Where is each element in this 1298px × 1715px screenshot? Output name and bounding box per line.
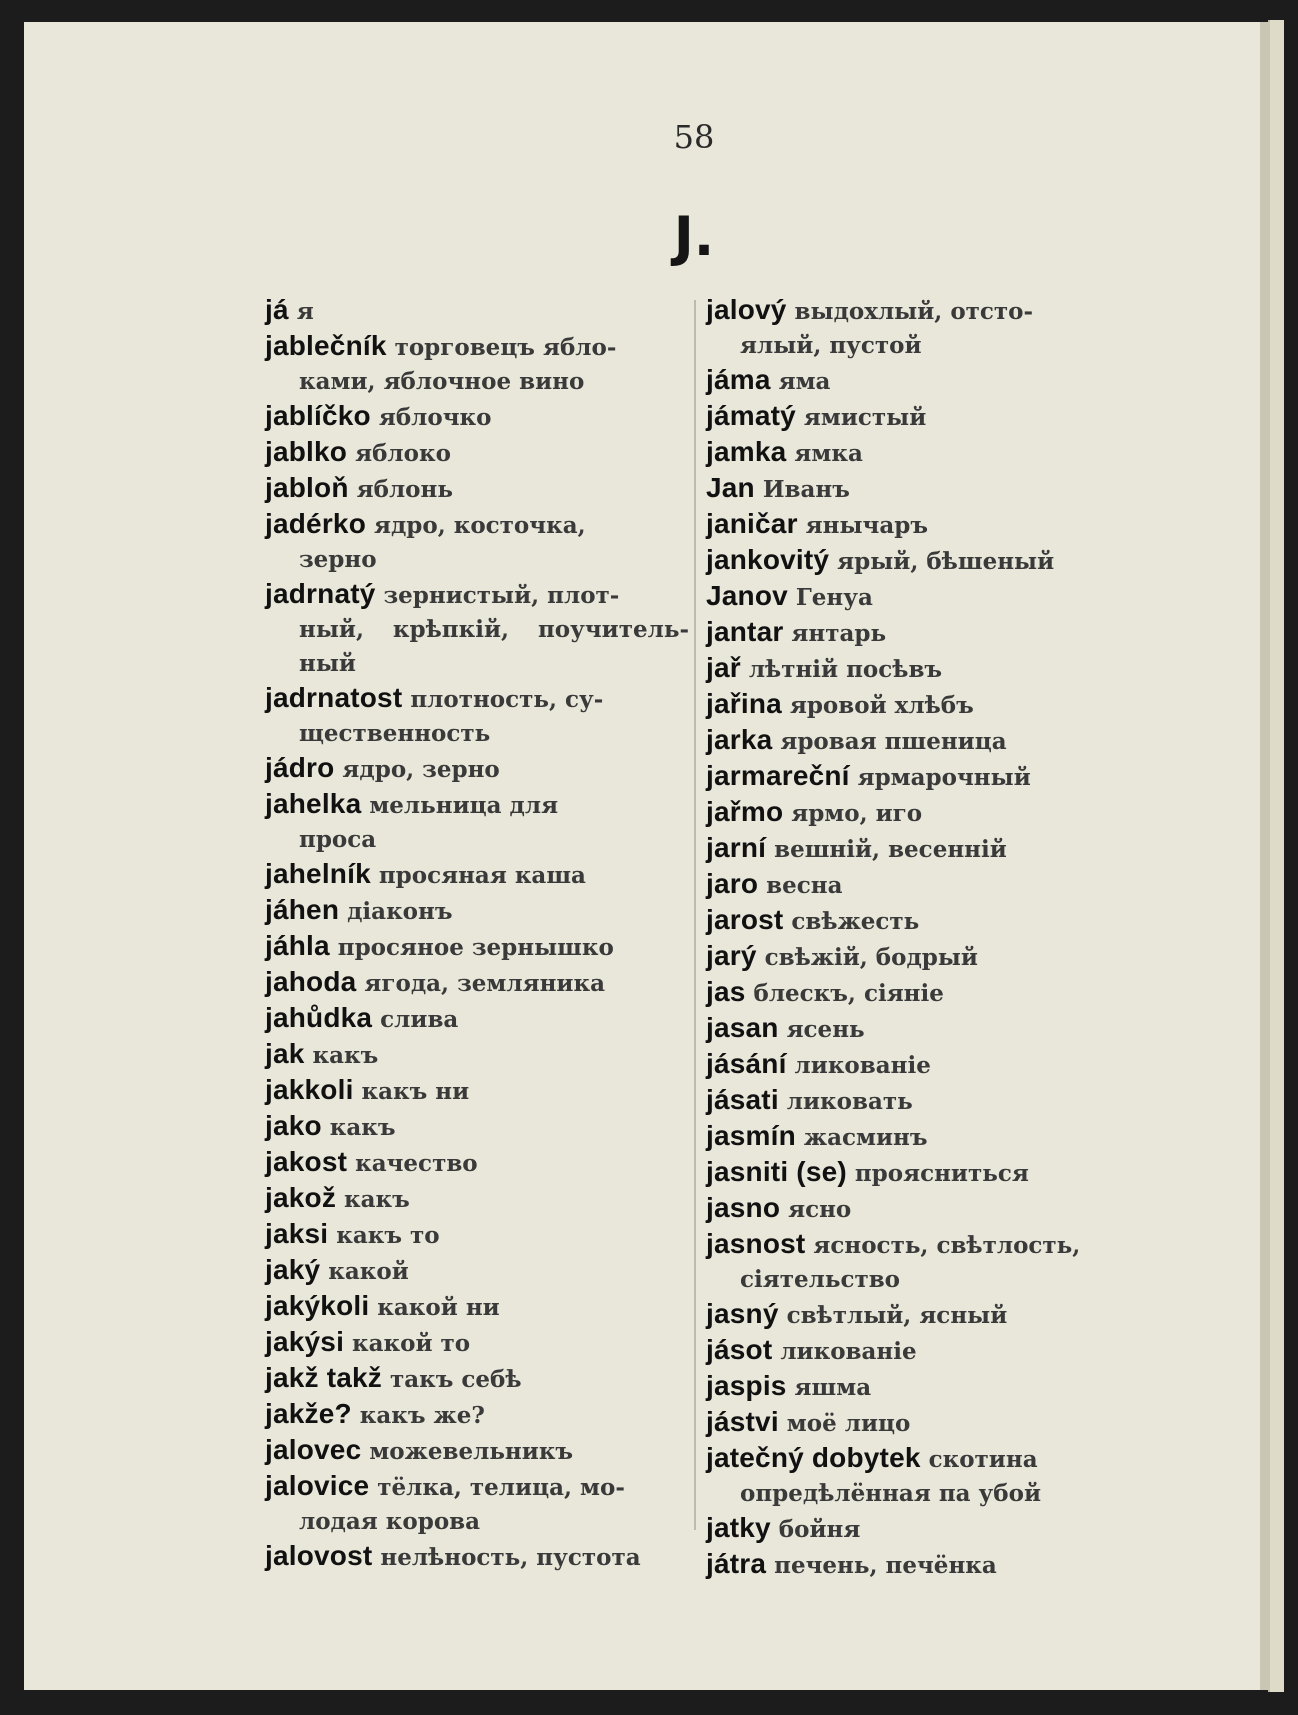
entry-translation: я [296,298,314,325]
dictionary-entry [706,1369,1126,1405]
entry-headword: jáhen [265,894,340,925]
entry-translation: моё лицо [786,1410,911,1437]
entry-headword: jaro [706,868,759,899]
entry-headword: jař [706,652,741,683]
entry-translation: свѣжесть [791,908,920,935]
entry-translation-continued: опредѣлённая па убой [740,1480,1042,1507]
entry-headword: jak [265,1038,305,1069]
entry-translation: просяное зернышко [337,934,614,961]
dictionary-entry [706,507,1126,543]
dictionary-entry [706,1405,1126,1441]
entry-translation: ямка [794,440,863,467]
dictionary-entry [706,1297,1126,1333]
entry-headword: jakýkoli [265,1290,370,1321]
dictionary-entry [706,1119,1126,1155]
entry-translation: ямистый [803,404,927,431]
entry-headword: jařmo [706,796,784,827]
entry-headword: jaký [265,1254,321,1285]
entry-translation: ярмо, иго [791,800,923,827]
dictionary-entry [706,795,1126,831]
entry-translation: ядро, косточка, [373,512,586,539]
dictionary-entry [706,1333,1126,1369]
entry-headword: jásání [706,1048,787,1079]
entry-translation-continued: щественность [299,720,491,747]
entry-translation: ярмарочный [857,764,1031,791]
dictionary-entry [706,1047,1126,1083]
dictionary-entry [265,857,689,893]
entry-translation: жасминъ [803,1124,928,1151]
entry-translation-continued: ялый, пустой [740,332,922,359]
right-column [706,293,1126,1583]
entry-headword: jasmín [706,1120,796,1151]
entry-headword: jástvi [706,1406,779,1437]
entry-headword: jas [706,976,746,1007]
entry-headword: jablko [265,436,348,467]
entry-headword: jasnost [706,1228,806,1259]
dictionary-entry [706,831,1126,867]
entry-headword: Jan [706,472,755,503]
entry-headword: jakož [265,1182,337,1213]
dictionary-entry [265,399,689,435]
entry-headword: jarní [706,832,767,863]
dictionary-entry [706,399,1126,435]
entry-headword: jakýsi [265,1326,345,1357]
entry-translation: нелѣность, пустота [380,1544,641,1571]
entry-translation: качество [355,1150,478,1177]
entry-translation-continued: ками, яблочное вино [299,368,585,395]
dictionary-entry [265,577,689,681]
entry-headword: jasan [706,1012,779,1043]
entry-headword: jahoda [265,966,357,997]
dictionary-entry [706,975,1126,1011]
dictionary-entry [265,681,689,751]
entry-translation: ядро, зерно [342,756,500,783]
entry-translation: какъ [343,1186,410,1213]
entry-translation: какой ни [377,1294,500,1321]
dictionary-entry [265,471,689,507]
dictionary-entry [265,1001,689,1037]
entry-headword: jásati [706,1084,779,1115]
entry-translation: ясно [788,1196,852,1223]
dictionary-entry [265,1433,689,1469]
entry-translation: слива [380,1006,459,1033]
entry-translation-continued: сіятельство [740,1266,901,1293]
entry-headword: jadrnatost [265,682,403,713]
entry-translation: мельница для [369,792,559,819]
entry-translation: какъ [312,1042,379,1069]
entry-translation: какой [328,1258,409,1285]
page-number: 58 [673,118,715,156]
entry-translation: бойня [778,1516,861,1543]
entry-translation: проясниться [854,1160,1029,1187]
entry-translation: яблоко [355,440,451,467]
entry-headword: jalový [706,294,787,325]
entry-translation: яблочко [378,404,492,431]
left-column [265,293,689,1575]
entry-translation-continued: ный, крѣпкій, поучитель-ный [299,616,689,677]
entry-headword: janičar [706,508,798,539]
entry-headword: jaspis [706,1370,787,1401]
entry-headword: jatky [706,1512,771,1543]
dictionary-entry [706,867,1126,903]
entry-translation: Иванъ [762,476,850,503]
entry-translation: такъ себѣ [389,1366,522,1393]
entry-translation: скотина [928,1446,1038,1473]
entry-headword: jahůdka [265,1002,373,1033]
dictionary-entry [706,759,1126,795]
entry-headword: játra [706,1548,767,1579]
dictionary-entry [265,787,689,857]
entry-headword: jádro [265,752,335,783]
entry-headword: jarmareční [706,760,850,791]
entry-headword: jáhla [265,930,330,961]
dictionary-entry [265,1109,689,1145]
dictionary-entry [265,1181,689,1217]
letter-heading: J. [673,205,715,268]
entry-translation: ликованіе [794,1052,931,1079]
dictionary-entry [706,1155,1126,1191]
entry-translation: ягода, земляника [364,970,605,997]
dictionary-entry [706,363,1126,399]
dictionary-entry [706,1011,1126,1047]
entry-translation: ясень [786,1016,865,1043]
dictionary-entry [265,929,689,965]
entry-headword: jadrnatý [265,578,376,609]
entry-translation: какъ то [336,1222,440,1249]
dictionary-entry [706,579,1126,615]
entry-translation: блескъ, сіяніе [753,980,944,1007]
entry-headword: jařina [706,688,782,719]
dictionary-entry [265,1145,689,1181]
entry-translation-continued: проса [299,826,377,853]
entry-translation: свѣжій, бодрый [764,944,978,971]
entry-translation: можевельникъ [369,1438,574,1465]
dictionary-entry [265,1037,689,1073]
entry-headword: jatečný dobytek [706,1442,921,1473]
dictionary-entry [706,615,1126,651]
dictionary-entry [706,939,1126,975]
entry-translation: свѣтлый, ясный [786,1302,1008,1329]
entry-translation: яровой хлѣбъ [789,692,974,719]
entry-translation: ликовать [786,1088,913,1115]
entry-headword: jalovost [265,1540,373,1571]
dictionary-entry [706,903,1126,939]
entry-translation: ярый, бѣшеный [837,548,1055,575]
dictionary-entry [265,329,689,399]
dictionary-entry [265,1289,689,1325]
dictionary-entry [706,435,1126,471]
entry-headword: Janov [706,580,788,611]
entry-translation: янтарь [791,620,887,647]
entry-translation: зернистый, плот- [383,582,620,609]
entry-headword: jamka [706,436,787,467]
dictionary-entry [265,751,689,787]
entry-headword: jalovice [265,1470,370,1501]
entry-translation-continued: зерно [299,546,377,573]
entry-translation: яшма [794,1374,872,1401]
entry-headword: jablíčko [265,400,371,431]
dictionary-entry [706,1191,1126,1227]
entry-translation: яровая пшеница [780,728,1007,755]
entry-headword: jarý [706,940,757,971]
dictionary-entry [706,723,1126,759]
dictionary-entry [265,1073,689,1109]
entry-translation: печень, печёнка [774,1552,997,1579]
entry-headword: jalovec [265,1434,362,1465]
entry-headword: jakže? [265,1398,352,1429]
dictionary-entry [706,471,1126,507]
entry-headword: jadérko [265,508,366,539]
dictionary-entry [706,1083,1126,1119]
entry-headword: jakkoli [265,1074,354,1105]
dictionary-entry [265,293,689,329]
entry-translation: Генуа [795,584,873,611]
column-divider [694,300,696,1530]
entry-headword: jasniti (se) [706,1156,847,1187]
entry-translation: весна [766,872,843,899]
dictionary-entry [706,543,1126,579]
entry-headword: jahelník [265,858,371,889]
entry-headword: jahelka [265,788,362,819]
dictionary-entry [706,651,1126,687]
entry-translation: лѣтній посѣвъ [748,656,943,683]
dictionary-entry [706,293,1126,363]
dictionary-entry [265,1325,689,1361]
entry-headword: jaksi [265,1218,329,1249]
dictionary-entry [265,1397,689,1433]
entry-headword: jakž takž [265,1362,382,1393]
dictionary-entry [265,1539,689,1575]
entry-translation: какъ [329,1114,396,1141]
entry-headword: jarost [706,904,784,935]
entry-translation: какъ же? [359,1402,485,1429]
entry-translation: просяная каша [378,862,586,889]
entry-translation: какой то [352,1330,471,1357]
dictionary-entry [265,893,689,929]
entry-headword: jásot [706,1334,773,1365]
entry-translation: яма [778,368,831,395]
entry-translation: янычаръ [805,512,928,539]
entry-translation-continued: лодая корова [299,1508,481,1535]
entry-headword: jasný [706,1298,779,1329]
entry-headword: jabloň [265,472,349,503]
entry-translation: торговецъ ябло- [394,334,617,361]
entry-headword: jantar [706,616,784,647]
entry-headword: jámatý [706,400,796,431]
dictionary-entry [265,1361,689,1397]
dictionary-entry [706,1511,1126,1547]
dictionary-entry [706,1227,1126,1297]
entry-translation: выдохлый, отсто- [794,298,1034,325]
entry-translation: плотность, су- [410,686,604,713]
dictionary-entry [706,1441,1126,1511]
dictionary-entry [706,1547,1126,1583]
dictionary-entry [265,507,689,577]
entry-translation: тёлка, телица, мо- [377,1474,625,1501]
entry-headword: já [265,294,289,325]
entry-headword: jakost [265,1146,348,1177]
entry-translation: ясность, свѣтлость, [813,1232,1081,1259]
dictionary-entry [265,1469,689,1539]
entry-translation: ликованіе [780,1338,917,1365]
entry-headword: jáma [706,364,771,395]
entry-headword: jankovitý [706,544,830,575]
entry-headword: jarka [706,724,773,755]
entry-headword: jako [265,1110,322,1141]
dictionary-entry [265,965,689,1001]
entry-translation: яблонь [356,476,453,503]
dictionary-entry [265,1217,689,1253]
page-edge [1268,20,1284,1692]
dictionary-entry [706,687,1126,723]
dictionary-entry [265,435,689,471]
dictionary-entry [265,1253,689,1289]
entry-translation: діаконъ [347,898,453,925]
entry-headword: jasno [706,1192,781,1223]
entry-headword: jablečník [265,330,387,361]
entry-translation: какъ ни [361,1078,470,1105]
entry-translation: вешній, весенній [774,836,1007,863]
